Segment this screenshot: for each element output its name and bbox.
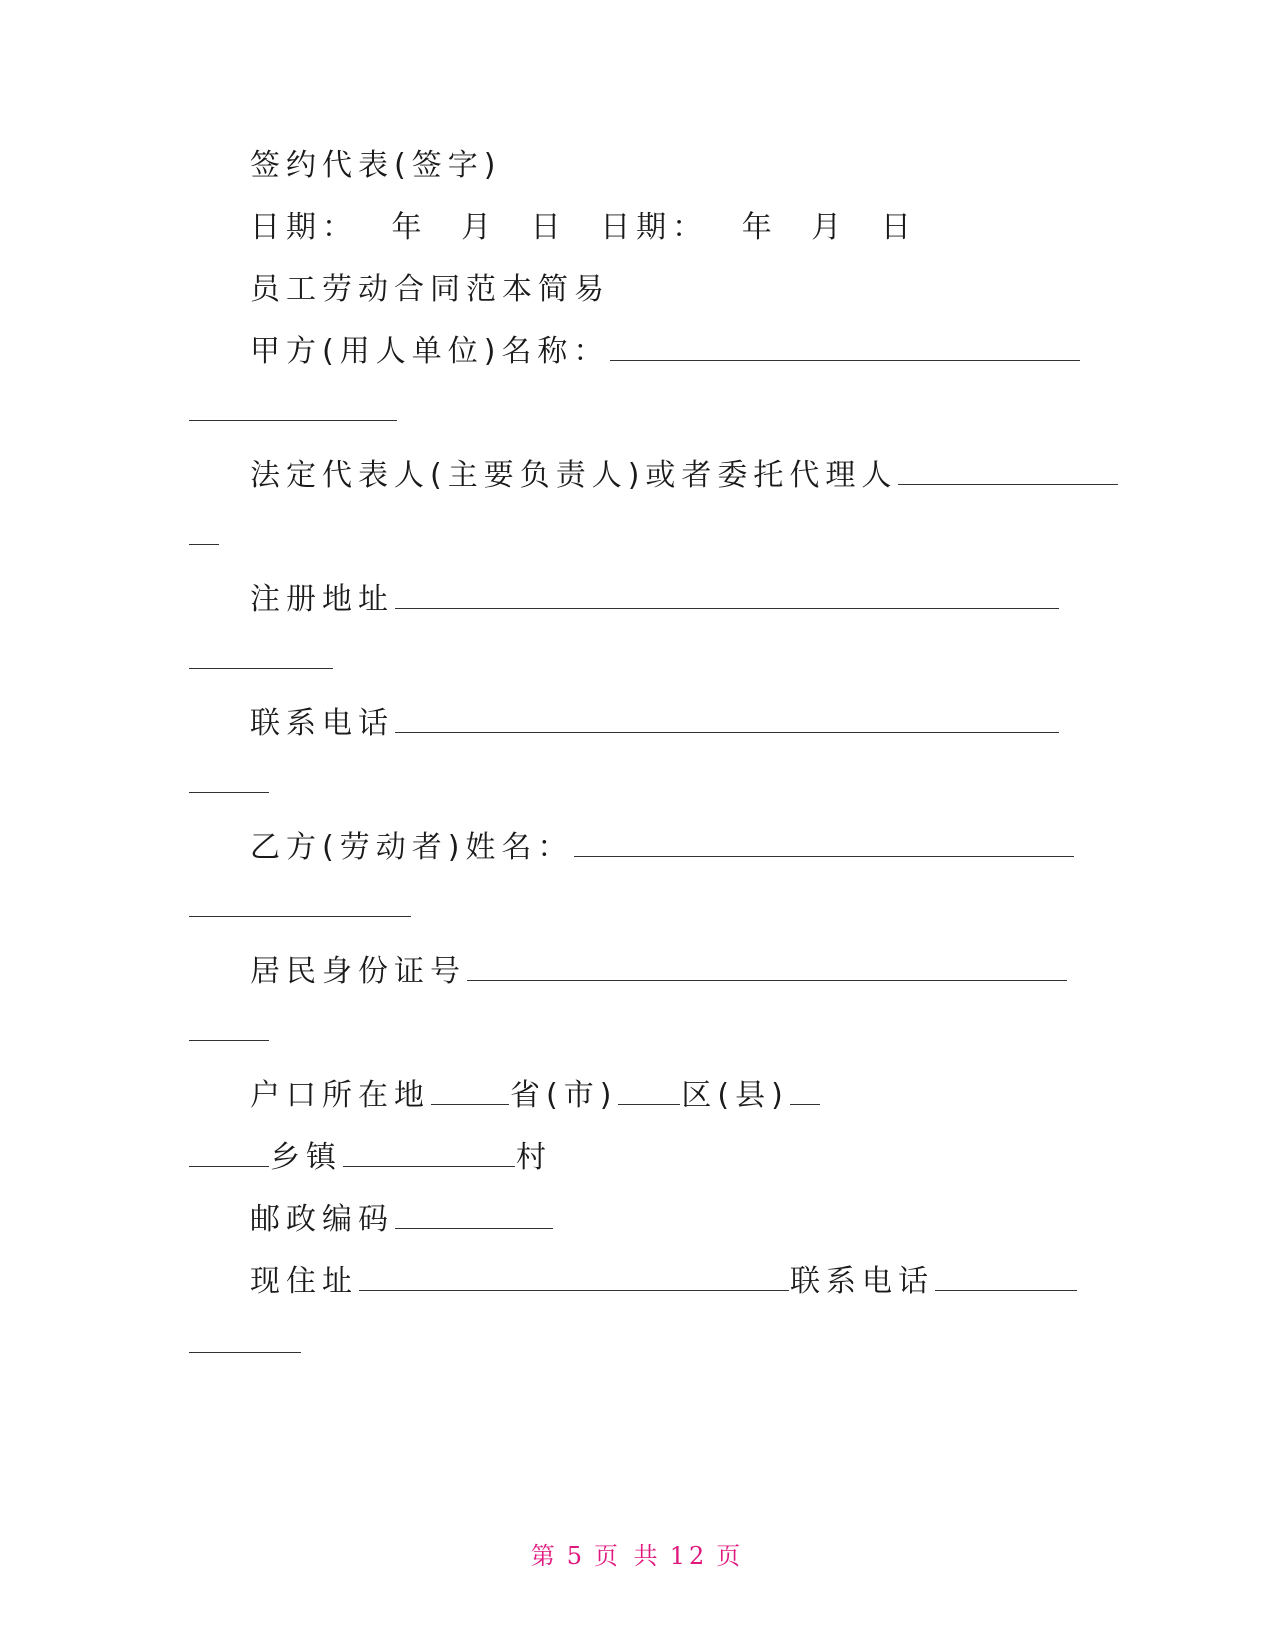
year-label-1: 年	[391, 210, 428, 245]
title-text: 员工劳动合同范本简易	[250, 272, 610, 307]
phone2-blank-2	[189, 1326, 301, 1353]
date-line	[250, 208, 917, 248]
hukou-label: 户口所在地	[250, 1078, 430, 1113]
signature-line	[250, 146, 501, 186]
legal-rep-blank	[898, 458, 1118, 485]
phone-blank-2	[189, 766, 269, 793]
legal-rep-blank-cont	[188, 516, 220, 556]
party-b-label: 乙方(劳动者)姓名：	[250, 830, 574, 865]
postcode-line	[250, 1200, 554, 1240]
legal-rep-line	[250, 456, 1119, 496]
signature-label: 签约代表(签字)	[250, 148, 502, 183]
party-b-blank-cont	[188, 888, 412, 928]
reg-addr-blank-2	[189, 642, 333, 669]
hukou-blank-2	[618, 1078, 680, 1105]
footer-suffix: 页	[716, 1542, 745, 1570]
date-label-2: 日期：	[600, 210, 709, 245]
document-title	[250, 270, 610, 310]
phone-blank	[395, 706, 1059, 733]
phone2-blank	[935, 1264, 1077, 1291]
postcode-label: 邮政编码	[250, 1202, 394, 1237]
day-label-2: 日	[880, 210, 917, 245]
phone2-label: 联系电话	[790, 1264, 934, 1299]
footer-prefix: 第	[530, 1542, 559, 1570]
town-label: 乡镇	[270, 1140, 342, 1175]
phone-label: 联系电话	[250, 706, 394, 741]
postcode-blank	[395, 1202, 553, 1229]
id-blank	[467, 954, 1067, 981]
town-blank	[189, 1140, 269, 1167]
year-label-2: 年	[741, 210, 778, 245]
page-footer	[0, 1536, 1275, 1571]
party-a-blank-2	[189, 394, 397, 421]
reg-addr-label: 注册地址	[250, 582, 394, 617]
party-b-blank-2	[189, 890, 411, 917]
party-b-blank	[574, 830, 1074, 857]
day-label-1: 日	[530, 210, 567, 245]
party-a-label: 甲方(用人单位)名称：	[250, 334, 610, 369]
hukou-blank-3	[790, 1078, 820, 1105]
date-label-1: 日期：	[250, 210, 358, 245]
legal-rep-label: 法定代表人(主要负责人)或者委托代理人	[250, 458, 898, 493]
id-blank-cont	[188, 1012, 270, 1052]
reg-addr-line	[250, 580, 1060, 620]
cur-addr-blank	[359, 1264, 789, 1291]
month-label-2: 月	[811, 210, 848, 245]
id-blank-2	[189, 1014, 269, 1041]
hukou-blank-1	[431, 1078, 509, 1105]
party-a-blank-cont	[188, 392, 398, 432]
id-label: 居民身份证号	[250, 954, 466, 989]
town-line	[188, 1138, 552, 1178]
hukou-line	[250, 1076, 821, 1116]
footer-page-number: 5	[566, 1542, 587, 1570]
cur-addr-line	[250, 1262, 1078, 1302]
village-blank	[343, 1140, 515, 1167]
phone-line	[250, 704, 1060, 744]
legal-rep-blank-2	[189, 518, 219, 545]
district-label: 区(县)	[681, 1078, 789, 1113]
phone2-blank-cont	[188, 1324, 302, 1364]
party-a-blank	[610, 334, 1080, 361]
month-label-1: 月	[461, 210, 498, 245]
footer-total-pages: 12	[669, 1542, 709, 1570]
phone-blank-cont	[188, 764, 270, 804]
footer-mid: 页 共	[594, 1542, 662, 1570]
party-b-line	[250, 828, 1075, 868]
reg-addr-blank	[395, 582, 1059, 609]
cur-addr-label: 现住址	[250, 1264, 358, 1299]
party-a-line	[250, 332, 1081, 372]
id-line	[250, 952, 1068, 992]
province-label: 省(市)	[510, 1078, 618, 1113]
reg-addr-blank-cont	[188, 640, 334, 680]
village-label: 村	[516, 1140, 552, 1175]
